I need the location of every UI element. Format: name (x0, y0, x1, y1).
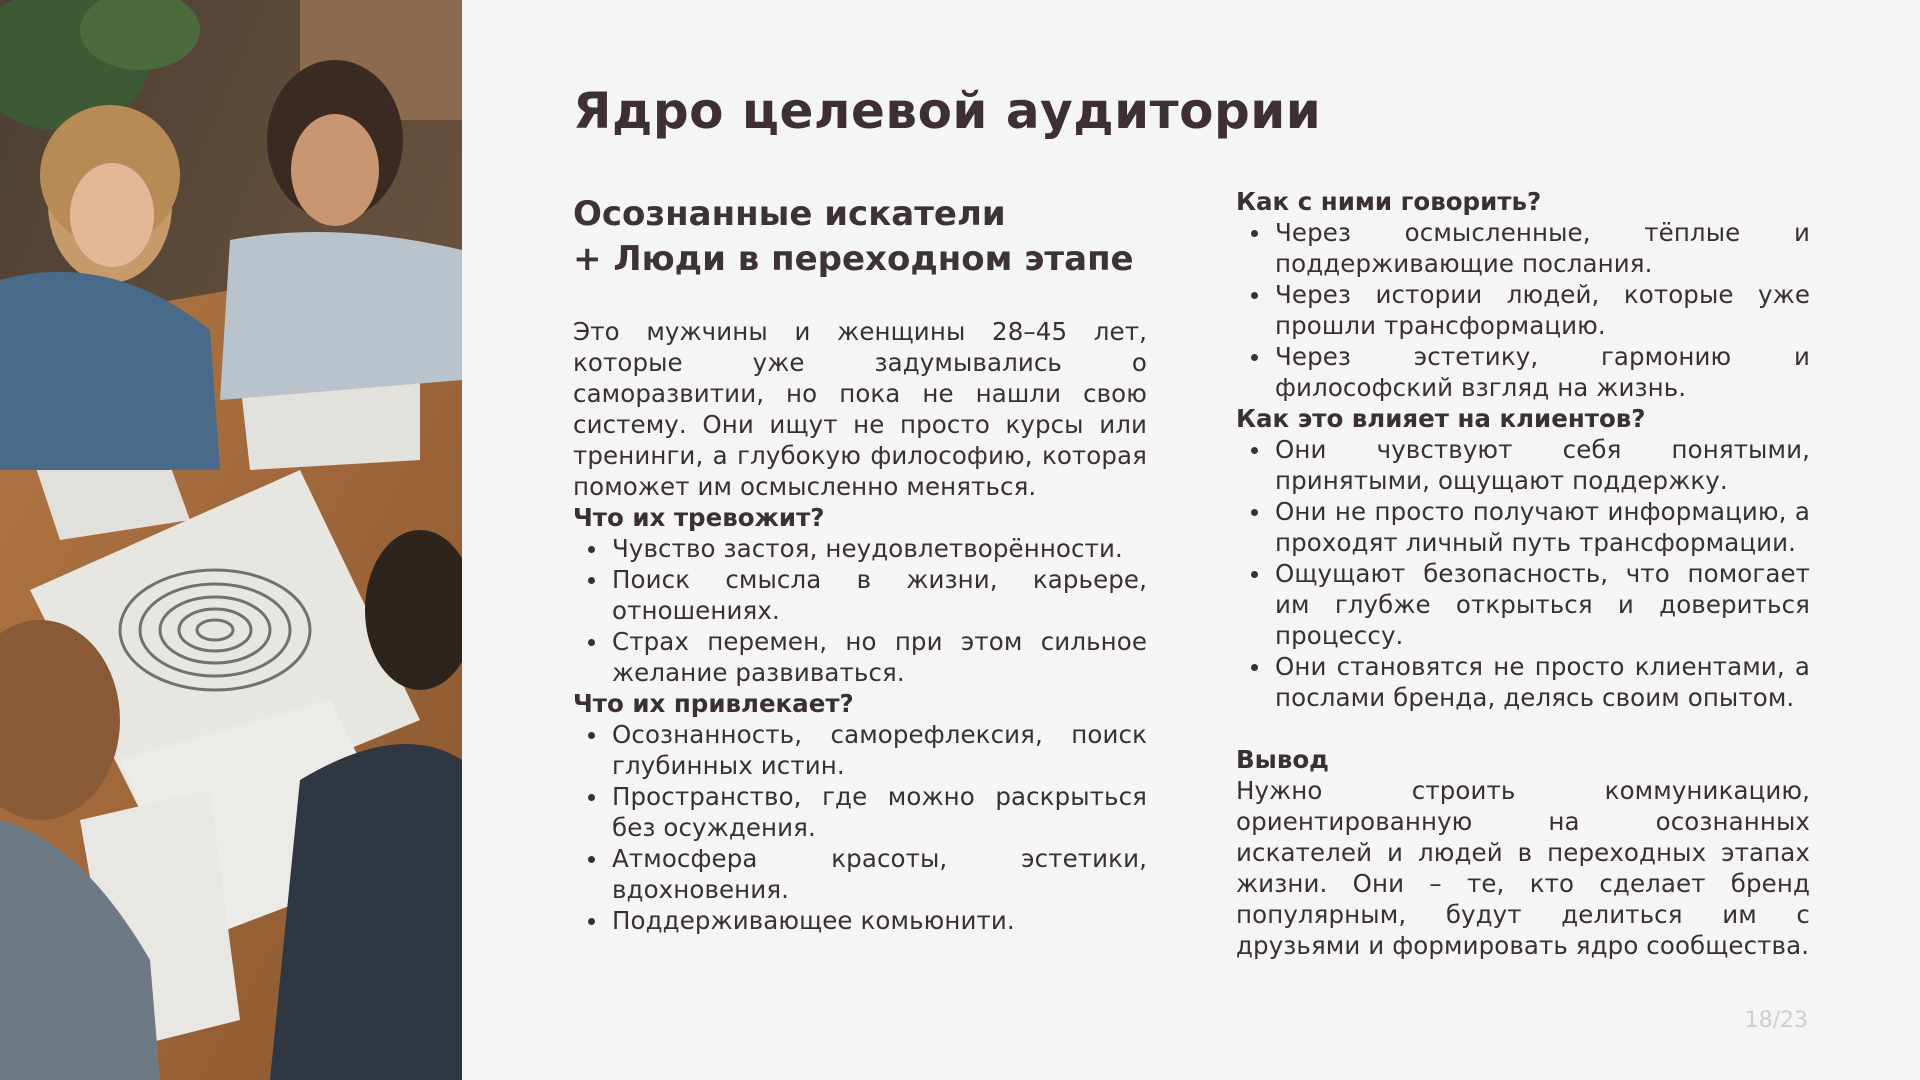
left-column (573, 192, 1147, 936)
subtitle-line-1: Осознанные искатели (573, 194, 1006, 234)
spacer (1236, 713, 1810, 744)
right-column (1236, 186, 1810, 961)
list-item: Они становятся не просто клиентами, а послами бренда, делясь своим опытом. (1236, 651, 1810, 713)
page-number: 18/23 (1744, 1008, 1808, 1033)
list-item: Они не просто получают информацию, а проходят личный путь трансформации. (1236, 496, 1810, 558)
list-item: Через эстетику, гармонию и философский взгляд на жизнь. (1236, 341, 1810, 403)
list-item: Поиск смысла в жизни, карьере, отношениях. (573, 564, 1147, 626)
intro-paragraph: Это мужчины и женщины 28–45 лет, которые уже задумывались о саморазвитии, но пока не нашли свою систему. Они ищут не просто курсы или тренинги, а глубокую философию, которая поможет им осмысленно меняться. (573, 317, 1147, 501)
worries-list (573, 533, 1147, 688)
list-item: Ощущают безопасность, что помогает им глубже открыться и довериться процессу. (1236, 558, 1810, 651)
list-item: Поддерживающее комьюнити. (573, 905, 1147, 936)
list-item: Они чувствуют себя понятыми, принятыми, ощущают поддержку. (1236, 434, 1810, 496)
list-item: Пространство, где можно раскрыться без осуждения. (573, 781, 1147, 843)
list-item: Страх перемен, но при этом сильное желание развиваться. (573, 626, 1147, 688)
conclusion-heading: Вывод (1236, 745, 1329, 774)
list-item: Чувство застоя, неудовлетворённости. (573, 533, 1147, 564)
team-workshop-photo (0, 0, 462, 1080)
audience-subtitle (573, 192, 1147, 282)
worries-heading: Что их тревожит? (573, 503, 825, 532)
attracts-list (573, 719, 1147, 936)
how-to-talk-heading: Как с ними говорить? (1236, 187, 1542, 216)
list-item: Через истории людей, которые уже прошли трансформацию. (1236, 279, 1810, 341)
impact-heading: Как это влияет на клиентов? (1236, 404, 1646, 433)
slide-title: Ядро целевой аудитории (573, 82, 1322, 140)
list-item: Атмосфера красоты, эстетики, вдохновения. (573, 843, 1147, 905)
list-item: Осознанность, саморефлексия, поиск глубинных истин. (573, 719, 1147, 781)
subtitle-line-2: + Люди в переходном этапе (573, 239, 1134, 279)
list-item: Через осмысленные, тёплые и поддерживающие послания. (1236, 217, 1810, 279)
conclusion-paragraph: Нужно строить коммуникацию, ориентированную на осознанных искателей и людей в переходных этапах жизни. Они – те, кто сделает бренд популярным, будут делиться им с друзьями и формировать ядро сообщества. (1236, 776, 1810, 960)
how-to-talk-list (1236, 217, 1810, 403)
impact-list (1236, 434, 1810, 713)
attracts-heading: Что их привлекает? (573, 689, 854, 718)
